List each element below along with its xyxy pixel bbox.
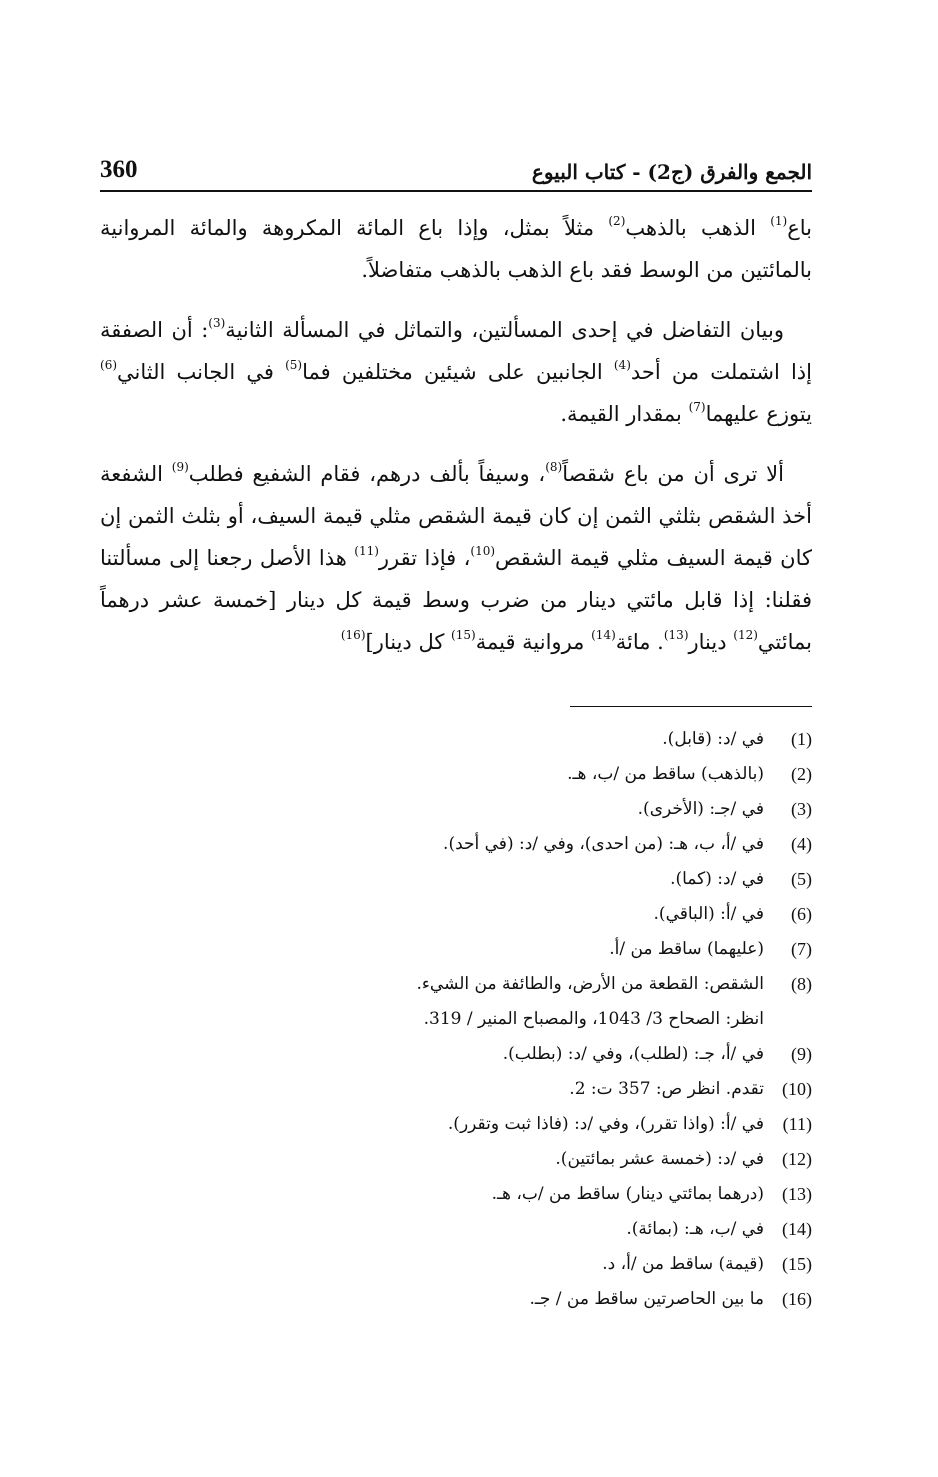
text-run: كل دينار]	[365, 630, 452, 654]
footnote-ref[interactable]: (3)	[208, 316, 226, 330]
footnote-item	[100, 1247, 812, 1282]
footnote-text: (قيمة) ساقط من /أ، د.	[602, 1254, 764, 1274]
paragraph-1	[100, 207, 812, 291]
footnote-line: انظر: الصحاح 3/ 1043، والمصباح المنير / 319.	[423, 1009, 764, 1029]
footnote-item	[100, 792, 812, 827]
footnote-text: (بالذهب) ساقط من /ب، هـ.	[567, 764, 764, 784]
footnote-number: (14)	[782, 1219, 812, 1239]
footnote-number: (2)	[791, 764, 812, 784]
text-run: . مائة	[615, 630, 664, 654]
footnote-text	[100, 967, 764, 1037]
text-run: بمقدار القيمة.	[560, 402, 689, 426]
footnote-ref[interactable]: (6)	[100, 358, 118, 372]
footnote-ref[interactable]: (2)	[608, 214, 626, 228]
footnote-ref[interactable]: (14)	[591, 628, 616, 642]
footnote-ref[interactable]: (13)	[663, 628, 689, 642]
footnote-item	[100, 1072, 812, 1107]
text-run: في الجانب الثاني	[117, 360, 286, 384]
footnote-item	[100, 827, 812, 862]
paragraph-3	[100, 453, 812, 663]
footnote-ref[interactable]: (11)	[354, 544, 379, 558]
footnote-item	[100, 1282, 812, 1317]
footnote-text: في /أ: (الباقي).	[653, 904, 764, 924]
footnote-separator	[570, 706, 812, 707]
footnote-item	[100, 897, 812, 932]
footnote-item	[100, 1212, 812, 1247]
footnote-ref[interactable]: (9)	[171, 460, 189, 474]
text-run: دينار	[688, 630, 734, 654]
footnote-ref[interactable]: (8)	[545, 460, 563, 474]
footnote-ref[interactable]: (16)	[340, 628, 366, 642]
running-title: الجمع والفرق (ج2) - كتاب البيوع	[531, 160, 812, 184]
footnote-number: (10)	[782, 1079, 812, 1099]
header-rule	[100, 190, 812, 192]
footnote-ref[interactable]: (1)	[770, 214, 788, 228]
footnote-ref[interactable]: (15)	[451, 628, 476, 642]
footnote-number: (1)	[791, 729, 812, 749]
footnote-number: (3)	[791, 799, 812, 819]
footnote-number: (12)	[782, 1149, 812, 1169]
footnote-item	[100, 1142, 812, 1177]
footnote-number: (16)	[782, 1289, 812, 1309]
footnote-number: (5)	[791, 869, 812, 889]
page-number: 360	[100, 156, 138, 183]
footnote-ref[interactable]: (12)	[733, 628, 758, 642]
footnote-number: (4)	[791, 834, 812, 854]
text-run: الشفعة أخذ الشقص بثلثي الثمن إن كان قيمة الشقص مثلي قيمة السيف، أو بثلث الثمن إن كان قيمة السيف مثلي قيمة الشقص	[100, 462, 812, 570]
footnote-item	[100, 862, 812, 897]
footnote-item	[100, 932, 812, 967]
footnotes	[100, 722, 812, 1317]
footnote-number: (11)	[782, 1114, 812, 1134]
text-run: ، وسيفاً بألف درهم، فقام الشفيع فطلب	[188, 462, 546, 486]
footnote-text: تقدم. انظر ص: 357 ت: 2.	[569, 1079, 764, 1099]
footnote-number: (6)	[791, 904, 812, 924]
footnote-item	[100, 1037, 812, 1072]
footnote-item	[100, 1107, 812, 1142]
footnote-item	[100, 757, 812, 792]
footnote-text: في /د: (قابل).	[662, 729, 764, 749]
footnote-ref[interactable]: (5)	[285, 358, 303, 372]
paragraph-2	[100, 309, 812, 435]
footnote-ref[interactable]: (10)	[470, 544, 496, 558]
text-run: : أن الصفقة إذا اشتملت من أحد	[100, 318, 812, 384]
footnote-item	[100, 722, 812, 757]
footnote-text: في /ب، هـ: (بمائة).	[626, 1219, 764, 1239]
text-run: ألا ترى أن من باع شقصاً	[562, 462, 784, 486]
text-run: مثلاً بمثل، وإذا باع المائة المكروهة والمائة المروانية بالمائتين من الوسط فقد باع الذهب بالذهب متفاضلاً.	[100, 216, 812, 282]
footnote-text: في /أ، جـ: (لطلب)، وفي /د: (بطلب).	[502, 1044, 764, 1064]
footnote-text: (درهما بمائتي دينار) ساقط من /ب، هـ.	[491, 1184, 764, 1204]
footnote-text: (عليهما) ساقط من /أ.	[609, 939, 764, 959]
footnote-item	[100, 1177, 812, 1212]
text-run: باع	[787, 216, 812, 240]
text-run: وبيان التفاضل في إحدى المسألتين، والتماثل في المسألة الثانية	[225, 318, 784, 342]
footnote-number: (8)	[791, 974, 812, 994]
footnote-text: في /جـ: (الأخرى).	[637, 799, 764, 819]
footnote-number: (9)	[791, 1044, 812, 1064]
page-header	[100, 148, 812, 184]
text-run: ، فإذا تقرر	[378, 546, 471, 570]
footnote-text: في /أ: (واذا تقرر)، وفي /د: (فاذا ثبت وتقرر).	[447, 1114, 764, 1134]
text-run: الذهب بالذهب	[625, 216, 771, 240]
text-run: الجانبين على شيئين مختلفين فما	[302, 360, 614, 384]
text-run: يتوزع عليهما	[705, 402, 812, 426]
footnote-text: ما بين الحاصرتين ساقط من / جـ.	[529, 1289, 764, 1309]
text-run: هذا الأصل رجعنا إلى مسألتنا فقلنا: إذا قابل مائتي دينار من ضرب وسط قيمة كل دينار [خمسة عشر درهماً بمائتي	[100, 546, 812, 654]
footnote-text: في /أ، ب، هـ: (من احدى)، وفي /د: (في أحد).	[443, 834, 764, 854]
footnote-number: (15)	[782, 1254, 812, 1274]
footnote-number: (13)	[782, 1184, 812, 1204]
footnote-text: في /د: (كما).	[670, 869, 764, 889]
footnote-item	[100, 967, 812, 1037]
main-text	[100, 207, 812, 681]
footnote-line: الشقص: القطعة من الأرض، والطائفة من الشيء.	[416, 974, 764, 994]
text-run: مروانية قيمة	[475, 630, 592, 654]
footnote-ref[interactable]: (4)	[613, 358, 631, 372]
footnote-text: في /د: (خمسة عشر بمائتين).	[555, 1149, 764, 1169]
footnote-number: (7)	[791, 939, 812, 959]
footnote-ref[interactable]: (7)	[688, 400, 706, 414]
